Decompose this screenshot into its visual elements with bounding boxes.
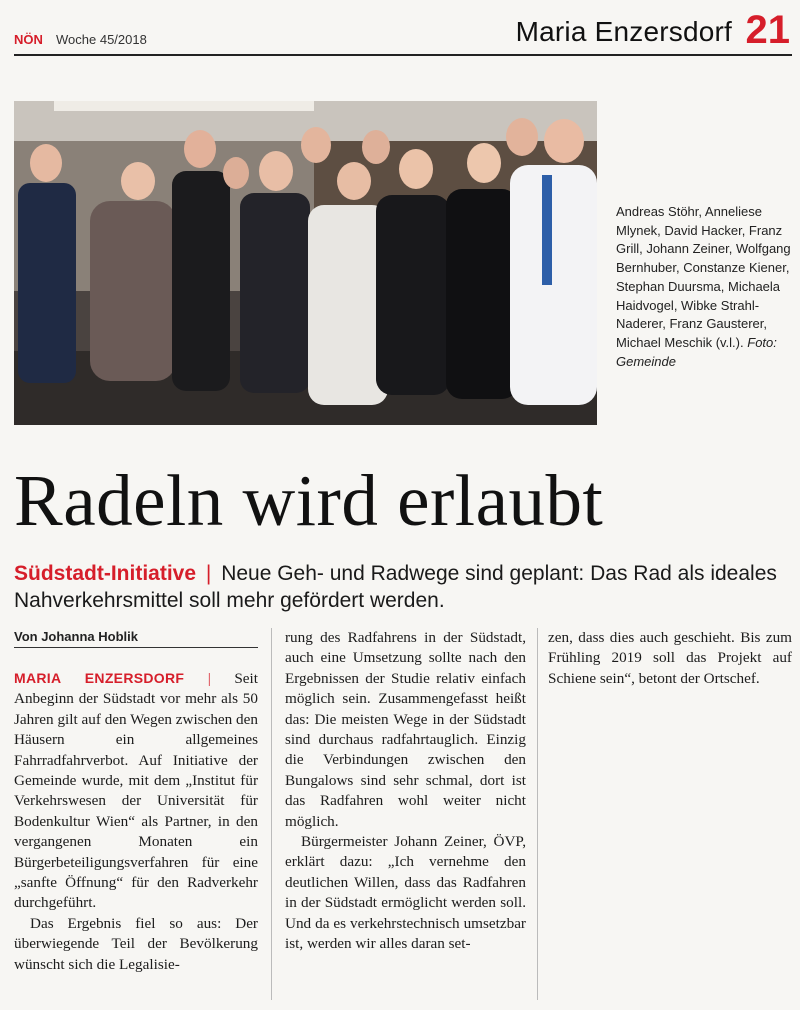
subheadline-text: Neue Geh- und Radwege sind geplant: Das Rad als ideales Nahverkehrsmittel soll mehr gefördert werden.	[14, 562, 777, 612]
page-number: 21	[745, 8, 790, 52]
dateline-separator: |	[207, 670, 211, 687]
group-photo	[14, 101, 597, 425]
byline: Von Johanna Hoblik	[14, 629, 258, 648]
header-divider	[14, 54, 792, 56]
dateline: MARIA ENZERSDORF	[14, 670, 185, 686]
issue-label: Woche 45/2018	[56, 32, 147, 47]
page-header	[14, 8, 792, 54]
article-headline: Radeln wird erlaubt	[14, 460, 604, 541]
paragraph-3-rest: zen, dass dies auch geschieht. Bis zum Frühling 2019 soll das Projekt auf Schiene sein“, betont der Ortschef.	[548, 629, 792, 687]
column-divider	[271, 628, 272, 1000]
column-divider	[537, 628, 538, 1000]
article-column-2	[285, 628, 526, 955]
kicker: Südstadt-Initiative	[14, 562, 197, 585]
paragraph-intro	[14, 668, 258, 914]
article-column-1	[14, 668, 258, 975]
paragraph-2-start: Das Ergebnis fiel so aus: Der überwiegende Teil der Bevölkerung wünscht sich die Legalisie-	[14, 914, 258, 973]
brand-logo: NÖN	[14, 32, 43, 47]
paragraph-1-text: Seit Anbeginn der Südstadt vor mehr als 50 Jahren gilt auf den Wegen zwischen den Häusern ein allgemeines Fahrradfahrverbot. Auf Initiative der Gemeinde wurde, mit dem „Institut für Verkehrswesen der Universität für Bodenkultur Wien“ als Partner, in den vergangenen Monaten ein Bürgerbeteiligungsverfahren für eine „sanfte Öffnung“ für den Radverkehr durchgeführt.	[14, 670, 258, 912]
article-column-3	[548, 628, 792, 689]
photo-credit: Foto: Gemeinde	[616, 334, 777, 369]
paragraph-3-start: Bürgermeister Johann Zeiner, ÖVP, erklärt dazu: „Ich vernehme den deutlichen Willen, dass das Radfahren in der Südstadt ermöglicht werden soll. Und da es verkehrstechnisch umsetzbar ist, werden wir alles daran set-	[285, 833, 526, 953]
photo-caption	[616, 203, 792, 371]
paragraph-2-rest: rung des Radfahrens in der Südstadt, auch eine Umsetzung sollte nach den Ergebnissen der Studie relativ einfach möglich sein. Zusammengefasst heißt das: Die meisten Wege in der Südstadt sind durchaus radfahrtauglich. Einzig die Verbindungen zwischen den Bungalows sind sehr schmal, dort ist das Radfahren wohl weiter nicht möglich.	[285, 629, 526, 830]
section-title: Maria Enzersdorf	[515, 16, 732, 47]
caption-names: Andreas Stöhr, Anneliese Mlynek, David Hacker, Franz Grill, Johann Zeiner, Wolfgang Bernhuber, Constanze Kiener, Stephan Duursma, Michaela Haidvogel, Wibke Strahl-Naderer, Franz Gausterer, Michael Meschik (v.l.).	[616, 204, 791, 350]
article-subheadline	[14, 560, 794, 614]
kicker-separator: |	[205, 562, 212, 585]
